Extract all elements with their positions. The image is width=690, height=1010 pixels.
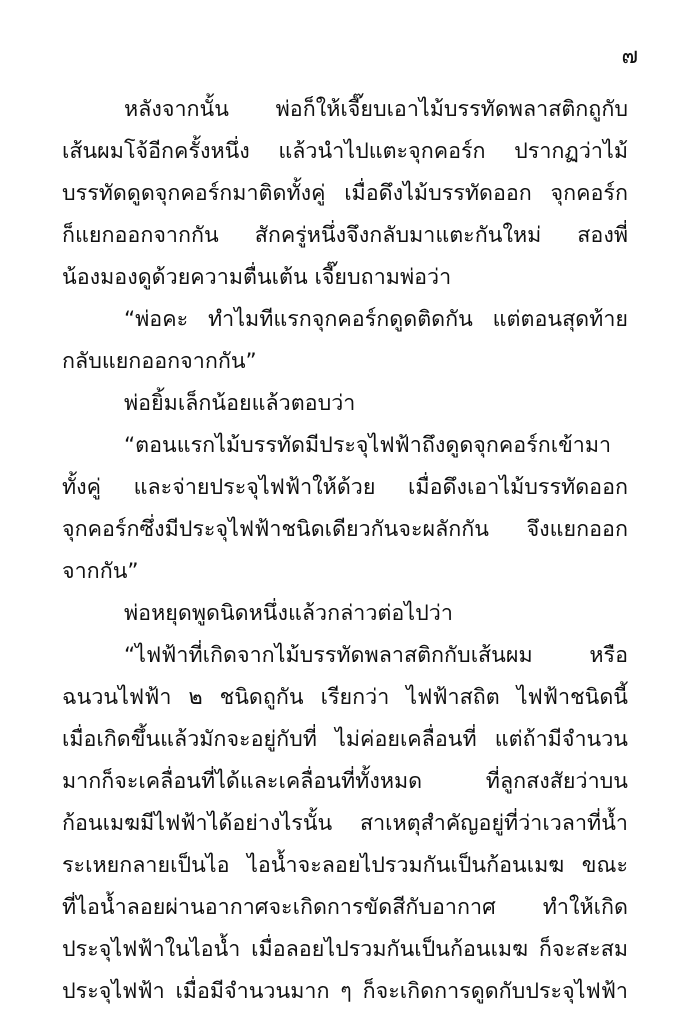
text-line: พ่อหยุดพูดนิดหนึ่งแล้วกล่าวต่อไปว่า xyxy=(124,601,453,626)
text-line: ที่ไอน้ำลอยผ่านอากาศจะเกิดการขัดสีกับอากาศ ทำให้เกิด xyxy=(62,895,628,920)
text-line: ประจุไฟฟ้า เมื่อมีจำนวนมาก ๆ ก็จะเกิดการดูดกับประจุไฟฟ้า xyxy=(62,979,628,1004)
text-line: หลังจากนั้น พ่อก็ให้เจี๊ยบเอาไม้บรรทัดพลาสติกถูกับ xyxy=(124,97,628,122)
text-line: น้องมองดูด้วยความตื่นเต้น เจี๊ยบถามพ่อว่า xyxy=(62,265,452,290)
text-line: ระเหยกลายเป็นไอ ไอน้ำจะลอยไปรวมกันเป็นก้อนเมฆ ขณะ xyxy=(62,853,628,878)
text-line: จากกัน” xyxy=(62,559,139,584)
text-line: บรรทัดดูดจุกคอร์กมาติดทั้งคู่ เมื่อดึงไม้บรรทัดออก จุกคอร์ก xyxy=(62,181,628,206)
text-line: กลับแยกออกจากกัน” xyxy=(62,349,257,374)
text-line: “ตอนแรกไม้บรรทัดมีประจุไฟฟ้าถึงดูดจุกคอร์กเข้ามา xyxy=(124,433,612,458)
text-line: ทั้งคู่ และจ่ายประจุไฟฟ้าให้ด้วย เมื่อดึงเอาไม้บรรทัดออก xyxy=(62,475,628,500)
text-line: ฉนวนไฟฟ้า ๒ ชนิดถูกัน เรียกว่า ไฟฟ้าสถิต ไฟฟ้าชนิดนี้ xyxy=(62,685,628,710)
text-line: ก้อนเมฆมีไฟฟ้าได้อย่างไรนั้น สาเหตุสำคัญอยู่ที่ว่าเวลาที่น้ำ xyxy=(62,811,628,836)
text-line: “ไฟฟ้าที่เกิดจากไม้บรรทัดพลาสติกกับเส้นผม หรือ xyxy=(124,643,628,668)
page-number: ๗ xyxy=(621,44,638,69)
text-line: “พ่อคะ ทำไมทีแรกจุกคอร์กดูดติดกัน แต่ตอนสุดท้าย xyxy=(124,307,628,332)
text-line: ประจุไฟฟ้าในไอน้ำ เมื่อลอยไปรวมกันเป็นก้อนเมฆ ก็จะสะสม xyxy=(62,937,628,962)
text-line: พ่อยิ้มเล็กน้อยแล้วตอบว่า xyxy=(124,391,356,416)
text-line: ก็แยกออกจากกัน สักครู่หนึ่งจึงกลับมาแตะกันใหม่ สองพี่ xyxy=(62,223,628,248)
text-line: จุกคอร์กซึ่งมีประจุไฟฟ้าชนิดเดียวกันจะผลักกัน จึงแยกออก xyxy=(62,517,628,542)
text-line: เส้นผมโจ้อีกครั้งหนึ่ง แล้วนำไปแตะจุกคอร์ก ปรากฏว่าไม้ xyxy=(62,139,628,164)
text-line: มากก็จะเคลื่อนที่ได้และเคลื่อนที่ทั้งหมด ที่ลูกสงสัยว่าบน xyxy=(62,769,628,794)
text-line: เมื่อเกิดขึ้นแล้วมักจะอยู่กับที่ ไม่ค่อยเคลื่อนที่ แต่ถ้ามีจำนวน xyxy=(62,727,628,752)
